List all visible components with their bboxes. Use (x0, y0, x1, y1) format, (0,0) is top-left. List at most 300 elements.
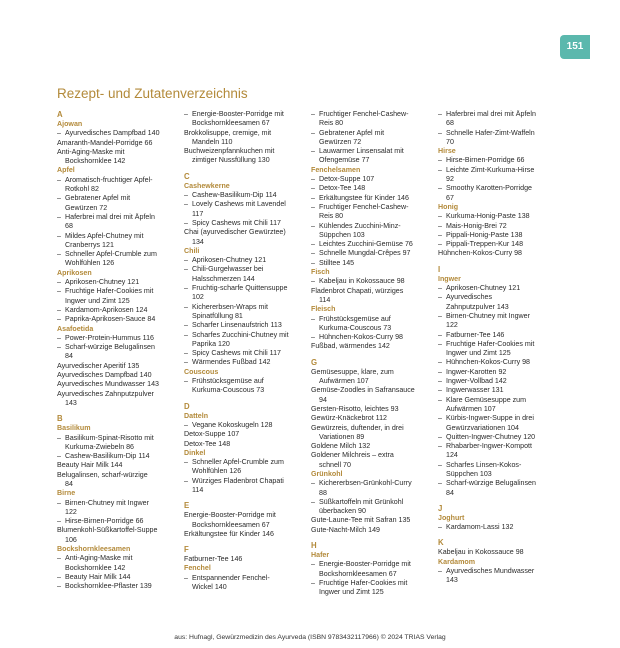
index-sub-entry (438, 340, 556, 359)
index-entry-line: Gemüse-Zoodles in Safransauce (311, 386, 415, 395)
index-entry (311, 386, 429, 405)
index-sub-entry (438, 368, 556, 377)
index-entry-line: Leichte Zimt-Kurkuma-Hirse (446, 165, 535, 174)
index-letter-heading: D (184, 401, 190, 411)
index-sub-entry (184, 477, 302, 496)
index-sub-entry (438, 240, 556, 249)
index-entry-line: Kabeljau in Kokossauce 98 (438, 548, 524, 557)
index-sub-entry (184, 321, 302, 330)
index-ingredient-heading: Ingwer (438, 274, 461, 283)
index-entry-line: Reis 80 (319, 119, 344, 128)
index-sub-entry (438, 331, 556, 340)
index-entry-line: Entspannender Fenchel- (192, 573, 270, 582)
index-sub-entry (438, 358, 556, 367)
index-sub-entry (438, 414, 556, 433)
index-sub-entry (438, 442, 556, 461)
index-entry-line: Süppchen 103 (319, 230, 365, 239)
index-entry-line: Blumenkohl-Süßkartoffel-Suppe (57, 526, 158, 535)
index-sub-entry (438, 396, 556, 415)
index-entry-line: Ayurvedisches Mundwasser (446, 567, 535, 576)
index-sub-entry (438, 222, 556, 231)
index-entry-line: Ingwer-Karotten 92 (446, 367, 507, 376)
index-entry-line: Smoothy Karotten-Porridge (446, 184, 532, 193)
index-entry-line: Gewürzreis, duftender, in drei (311, 423, 404, 432)
index-entry-line: Rhabarber-Ingwer-Kompott (446, 442, 532, 451)
index-sub-entry (57, 334, 175, 343)
index-sub-entry (57, 250, 175, 269)
index-entry-line: Aprikosen-Chutney 121 (192, 256, 267, 265)
index-sub-entry (438, 231, 556, 240)
index-entry-line: Stilltee 145 (319, 258, 355, 267)
index-sub-entry (57, 287, 175, 306)
index-entry-line: Spicy Cashews mit Chili 117 (192, 349, 281, 358)
index-sub-entry (311, 129, 429, 148)
index-sub-entry (311, 333, 429, 342)
index-ingredient-heading: Hafer (311, 551, 330, 560)
index-sub-entry (184, 219, 302, 228)
index-entry-line: Paprika 120 (192, 339, 230, 348)
index-entry-line: Ingwer und Zimt 125 (446, 349, 511, 358)
index-ingredient-heading: Honig (438, 202, 459, 211)
index-sub-entry (57, 232, 175, 251)
index-entry-line: 102 (192, 293, 204, 302)
index-sub-entry (311, 222, 429, 241)
index-entry (184, 530, 302, 539)
index-entry-line: Gewürzvariationen 104 (446, 423, 519, 432)
index-ingredient-heading: Asafoetida (57, 324, 94, 333)
index-ingredient-heading: Ajowan (57, 120, 83, 128)
index-column-3 (311, 110, 429, 598)
index-entry-line: Energie-Booster-Porridge mit (192, 110, 284, 118)
index-letter-heading: B (57, 414, 63, 424)
index-sub-entry (311, 184, 429, 193)
index-sub-entry (184, 377, 302, 396)
index-entry-line: Lauwarmer Linsensalat mit (319, 147, 404, 156)
index-title: Rezept- und Zutatenverzeichnis (57, 86, 248, 101)
index-entry-line: Gute-Laune-Tee mit Safran 135 (311, 516, 411, 525)
index-entry (184, 555, 302, 564)
index-ingredient-heading: Birne (57, 489, 76, 498)
index-entry-line: zimtiger Nussfüllung 130 (192, 156, 270, 165)
index-entry-line: Kabeljau in Kokossauce 98 (319, 277, 405, 286)
index-entry-line: Fußbad, wärmendes 142 (311, 342, 390, 351)
index-entry-line: Wohlfühlen 126 (192, 467, 242, 476)
index-sub-entry (311, 315, 429, 334)
index-entry-line: Fatburner-Tee 146 (184, 555, 243, 564)
index-sub-entry (184, 358, 302, 367)
index-entry-line: Gewürzen 72 (319, 137, 362, 146)
index-entry-line: Scharfes Linsen-Kokos- (446, 460, 522, 469)
index-letter-heading: K (438, 538, 444, 548)
index-sub-entry (184, 256, 302, 265)
index-ingredient-heading: Bockshornkleesamen (57, 545, 131, 554)
index-ingredient-heading: Grünkohl (311, 469, 343, 478)
index-letter-heading: J (438, 503, 443, 513)
index-entry-line: Kardamom-Aprikosen 124 (65, 305, 148, 314)
index-sub-entry (311, 110, 429, 129)
index-entry-line: 70 (446, 137, 454, 146)
index-ingredient-heading: Fisch (311, 268, 330, 277)
index-entry-line: Ingwerwasser 131 (446, 386, 504, 395)
index-entry-line: Hühnchen-Kokos-Curry 98 (438, 249, 522, 258)
index-entry-line: Energie-Booster-Porridge mit (184, 511, 276, 520)
index-sub-entry (184, 303, 302, 322)
index-entry-line: Süppchen 103 (446, 469, 492, 478)
index-entry-line: Detox-Suppe 107 (184, 430, 240, 439)
index-sub-entry (438, 433, 556, 442)
index-entry-line: Cranberrys 121 (65, 240, 114, 249)
index-entry (438, 249, 556, 258)
index-entry-line: Kurkuma-Honig-Paste 138 (446, 212, 530, 221)
index-entry-line: 88 (319, 488, 327, 497)
index-entry-line: schnell 70 (319, 460, 351, 469)
index-entry-line: 114 (192, 485, 204, 494)
index-entry-line: Variationen 89 (319, 432, 365, 441)
index-entry (57, 371, 175, 380)
index-entry-line: Lovely Cashews mit Lavendel (192, 200, 286, 209)
index-entry-line: Leichtes Zucchini-Gemüse 76 (319, 240, 413, 249)
index-sub-entry (311, 498, 429, 517)
index-sub-entry (57, 517, 175, 526)
index-entry-line: Fladenbrot Chapati, würziges (311, 286, 404, 295)
index-letter-heading: E (184, 501, 190, 511)
index-ingredient-heading: Kardamom (438, 557, 476, 566)
index-entry-line: Reis 80 (319, 212, 344, 221)
index-column-2 (184, 110, 302, 592)
index-sub-entry (311, 579, 429, 598)
index-sub-entry (184, 331, 302, 350)
index-entry-line: 67 (446, 193, 454, 202)
index-entry-line: Ayurvedisches (446, 293, 493, 302)
index-entry-line: Aufwärmen 107 (446, 404, 496, 413)
index-sub-entry (184, 349, 302, 358)
index-ingredient-heading: Fenchelsamen (311, 165, 361, 174)
index-entry-line: Pippali-Treppen-Kur 148 (446, 240, 524, 249)
index-entry-line: Bockshornklee-Pflaster 139 (65, 582, 152, 591)
index-entry-line: Kurkuma-Couscous 73 (319, 323, 392, 332)
index-entry-line: Goldene Milch 132 (311, 442, 371, 451)
index-sub-entry (184, 284, 302, 303)
index-sub-entry (57, 306, 175, 315)
index-entry-line: Gersten-Risotto, leichtes 93 (311, 404, 399, 413)
index-entry-line: Beauty Hair Milk 144 (65, 572, 131, 581)
index-entry-line: Kühlendes Zucchini-Minz- (319, 221, 401, 230)
index-letter-heading: G (311, 357, 318, 367)
index-entry-line: Detox-Tee 148 (184, 439, 231, 448)
index-entry-line: Goldener Milchreis – extra (311, 451, 394, 460)
index-sub-entry (311, 147, 429, 166)
index-ingredient-heading: Datteln (184, 411, 209, 420)
index-sub-entry (438, 156, 556, 165)
index-entry-line: Hühnchen-Kokos-Curry 98 (319, 333, 403, 342)
index-entry-line: Bockshornkleesamen 67 (192, 119, 270, 128)
index-entry-line: Energie-Booster-Porridge mit (319, 560, 411, 569)
index-sub-entry (438, 567, 556, 586)
index-sub-entry (184, 421, 302, 430)
index-entry (184, 147, 302, 166)
index-entry (57, 362, 175, 371)
index-entry-line: Anti-Aging-Maske mit (57, 147, 125, 156)
index-entry-line: Spicy Cashews mit Chili 117 (192, 218, 281, 227)
index-entry-line: Bockshornkleesamen 67 (319, 569, 397, 578)
index-sub-entry (438, 293, 556, 312)
index-entry-line: Zahnputzpulver 143 (446, 302, 509, 311)
index-sub-entry (57, 343, 175, 362)
index-entry-line: 114 (319, 295, 331, 304)
index-entry-line: Hühnchen-Kokos-Curry 98 (446, 358, 530, 367)
index-entry-line: Cashew-Basilikum-Dip 114 (65, 452, 150, 461)
index-sub-entry (57, 129, 175, 138)
index-entry-line: Kurkuma-Couscous 73 (192, 386, 265, 395)
index-entry-line: Bockshornkleesamen 67 (192, 520, 270, 529)
index-entry-line: 134 (192, 237, 204, 246)
index-entry-line: Fruchtig-scharfe Quittensuppe (192, 284, 288, 293)
index-entry-line: Basilikum-Spinat-Risotto mit (65, 433, 154, 442)
index-entry (311, 526, 429, 535)
index-sub-entry (438, 523, 556, 532)
index-entry-line: 106 (65, 535, 77, 544)
index-entry-line: Ofengemüse 77 (319, 156, 370, 165)
index-entry (184, 228, 302, 247)
index-sub-entry (438, 479, 556, 498)
index-column-1 (57, 110, 175, 592)
index-entry-line: Hirse-Birnen-Porridge 66 (446, 156, 525, 165)
index-entry-line: 143 (65, 398, 77, 407)
index-letter-heading: C (184, 171, 190, 181)
index-sub-entry (311, 175, 429, 184)
index-sub-entry (57, 499, 175, 518)
index-entry-line: Anti-Aging-Maske mit (65, 554, 133, 563)
index-sub-entry (311, 277, 429, 286)
index-entry (57, 380, 175, 389)
index-entry-line: Aromatisch-fruchtiger Apfel- (65, 175, 153, 184)
index-entry (311, 516, 429, 525)
index-sub-entry (57, 554, 175, 573)
index-entry-line: Ayurvedischer Aperitif 135 (57, 361, 140, 370)
index-entry-line: Beauty Hair Milk 144 (57, 461, 123, 470)
index-entry-line: Chai (ayurvedischer Gewürztee) (184, 228, 286, 237)
index-entry-line: Aprikosen-Chutney 121 (65, 278, 140, 287)
index-entry-line: Fruchtige Hafer-Cookies mit (319, 578, 408, 587)
index-entry-line: Aprikosen-Chutney 121 (446, 284, 521, 293)
index-entry (184, 430, 302, 439)
index-entry-line: 124 (446, 451, 458, 460)
index-ingredient-heading: Couscous (184, 367, 219, 376)
index-entry-line: Kichererbsen-Wraps mit (192, 302, 268, 311)
index-entry-line: Wärmendes Fußbad 142 (192, 358, 271, 367)
index-ingredient-heading: Cashewkerne (184, 181, 230, 190)
index-entry-line: Kurkuma-Zwiebeln 86 (65, 442, 134, 451)
index-sub-entry (184, 265, 302, 284)
index-entry-line: Gewürzen 72 (65, 203, 108, 212)
index-entry-line: Buchweizenpfannkuchen mit (184, 147, 275, 156)
index-entry-line: Bockshornklee 142 (65, 157, 126, 166)
index-letter-heading: I (438, 264, 441, 274)
index-sub-entry (438, 377, 556, 386)
index-sub-entry (57, 278, 175, 287)
index-entry-line: 122 (65, 507, 77, 516)
index-ingredient-heading: Dinkel (184, 448, 206, 457)
index-entry-line: Detox-Suppe 107 (319, 175, 375, 184)
index-entry-line: Belugalinsen, scharf-würzige (57, 470, 148, 479)
index-sub-entry (57, 434, 175, 453)
index-entry (57, 139, 175, 148)
index-sub-entry (184, 110, 302, 129)
index-entry-line: Mandeln 110 (192, 137, 233, 146)
index-sub-entry (57, 194, 175, 213)
index-letter-heading: A (57, 110, 63, 119)
index-sub-entry (184, 191, 302, 200)
index-entry-line: 143 (446, 576, 458, 585)
index-entry-line: Scharfes Zucchini-Chutney mit (192, 330, 289, 339)
index-entry (184, 511, 302, 530)
index-sub-entry (57, 573, 175, 582)
index-sub-entry (311, 259, 429, 268)
source-footer: aus: Hufnagl, Gewürzmedizin des Ayurveda (ISBN 9783432117966) © 2024 TRIAS Verlag (174, 634, 446, 641)
index-entry-line: 94 (319, 395, 327, 404)
index-entry-line: Klare Gemüsesuppe zum (446, 395, 527, 404)
index-entry-line: Wohlfühlen 126 (65, 259, 115, 268)
index-sub-entry (184, 200, 302, 219)
index-sub-entry (438, 110, 556, 129)
index-entry-line: Spinatfüllung 81 (192, 311, 243, 320)
index-ingredient-heading: Aprikosen (57, 268, 92, 277)
index-entry-line: Süßkartoffeln mit Grünkohl (319, 497, 404, 506)
index-entry-line: Fruchtige Hafer-Cookies mit (65, 287, 154, 296)
index-entry-line: 68 (446, 119, 454, 128)
index-entry-line: Ayurvedisches Mundwasser 143 (57, 380, 159, 389)
index-entry-line: Frühstücksgemüse auf (319, 314, 391, 323)
index-entry (311, 287, 429, 306)
index-ingredient-heading: Chili (184, 246, 200, 255)
index-sub-entry (438, 166, 556, 185)
index-sub-entry (311, 479, 429, 498)
index-entry (311, 442, 429, 451)
index-entry-line: Haferbrei mal drei mit Äpfeln (65, 212, 155, 221)
index-entry-line: Scharf-würzige Belugalinsen (446, 479, 536, 488)
index-entry-line: Ingwer-Vollbad 142 (446, 377, 507, 386)
index-sub-entry (311, 194, 429, 203)
index-entry-line: Schnelle Hafer-Zimt-Waffeln (446, 128, 535, 137)
index-entry-line: 92 (446, 175, 454, 184)
index-entry-line: Kürbis-Ingwer-Suppe in drei (446, 414, 534, 423)
index-sub-entry (311, 240, 429, 249)
index-entry-line: Vegane Kokoskugeln 128 (192, 420, 273, 429)
index-sub-entry (57, 582, 175, 591)
index-entry-line: Fruchtige Hafer-Cookies mit (446, 339, 535, 348)
index-letter-heading: H (311, 541, 317, 551)
index-entry (311, 414, 429, 423)
index-entry-line: überbacken 90 (319, 507, 366, 516)
index-sub-entry (438, 212, 556, 221)
index-sub-entry (311, 249, 429, 258)
index-ingredient-heading: Hirse (438, 147, 456, 156)
index-sub-entry (311, 560, 429, 579)
index-entry (311, 451, 429, 470)
index-entry-line: Erkältungstee für Kinder 146 (319, 193, 409, 202)
index-sub-entry (438, 184, 556, 203)
index-entry-line: Gute-Nacht-Milch 149 (311, 525, 380, 534)
index-ingredient-heading: Joghurt (438, 513, 465, 522)
index-letter-heading: F (184, 545, 189, 555)
index-entry-line: Pippali-Honig-Paste 138 (446, 230, 523, 239)
index-entry-line: Schneller Apfel-Crumble zum (192, 458, 284, 467)
index-entry-line: Gebratener Apfel mit (65, 194, 131, 203)
index-sub-entry (438, 129, 556, 148)
index-entry-line: Paprika-Aprikosen-Sauce 84 (65, 315, 156, 324)
index-entry-line: Halsschmerzen 144 (192, 274, 255, 283)
index-entry-line: Fruchtiger Fenchel-Cashew- (319, 202, 409, 211)
index-sub-entry (438, 312, 556, 331)
page-number: 151 (560, 35, 590, 59)
index-entry-line: Würziges Fladenbrot Chapati (192, 476, 284, 485)
index-sub-entry (57, 213, 175, 232)
index-entry-line: Birnen-Chutney mit Ingwer (446, 311, 530, 320)
index-entry (311, 368, 429, 387)
index-entry-line: Wickel 140 (192, 583, 227, 592)
index-entry-line: Ayurvedisches Zahnputzpulver (57, 389, 154, 398)
index-entry-line: Rotkohl 82 (65, 185, 99, 194)
index-sub-entry (57, 452, 175, 461)
index-entry-line: Power-Protein-Hummus 116 (65, 333, 154, 342)
index-entry-line: Erkältungstee für Kinder 146 (184, 529, 274, 538)
index-entry-line: 68 (65, 222, 73, 231)
index-entry-line: Kardamom-Lassi 132 (446, 523, 514, 532)
index-entry-line: 84 (446, 488, 454, 497)
index-entry-line: 84 (65, 352, 73, 361)
index-entry-line: Fatburner-Tee 146 (446, 330, 505, 339)
index-entry-line: Detox-Tee 148 (319, 184, 366, 193)
index-entry (184, 129, 302, 148)
index-ingredient-heading: Fenchel (184, 564, 211, 573)
index-entry-line: Gebratener Apfel mit (319, 128, 385, 137)
index-entry-line: Ingwer und Zimt 125 (319, 588, 384, 597)
index-entry-line: Bockshornklee 142 (65, 563, 126, 572)
index-entry-line: Haferbrei mal drei mit Äpfeln (446, 110, 536, 118)
index-entry-line: Scharf-würzige Belugalinsen (65, 343, 155, 352)
index-entry (184, 440, 302, 449)
index-entry-line: Chili-Gurgelwasser bei (192, 265, 264, 274)
index-entry-line: Fruchtiger Fenchel-Cashew- (319, 110, 409, 118)
index-entry-line: Ingwer und Zimt 125 (65, 296, 130, 305)
index-entry-line: Schneller Apfel-Crumble zum (65, 250, 157, 259)
index-entry-line: Mildes Apfel-Chutney mit (65, 231, 144, 240)
index-entry (311, 405, 429, 414)
index-entry (57, 148, 175, 167)
index-entry-line: 122 (446, 321, 458, 330)
index-entry (57, 461, 175, 470)
index-sub-entry (184, 458, 302, 477)
index-entry-line: Ayurvedisches Dampfbad 140 (57, 371, 152, 380)
index-sub-entry (438, 386, 556, 395)
index-entry-line: Scharfer Linsenaufstrich 113 (192, 321, 282, 330)
index-entry (311, 424, 429, 443)
index-ingredient-heading: Basilikum (57, 424, 91, 433)
index-sub-entry (438, 284, 556, 293)
index-entry-line: Gewürz-Knäckebrot 112 (311, 414, 387, 423)
index-entry-line: 117 (192, 209, 204, 218)
index-entry-line: Aufwärmen 107 (319, 377, 369, 386)
index-entry-line: Frühstücksgemüse auf (192, 377, 264, 386)
index-entry-line: Ayurvedisches Dampfbad 140 (65, 129, 160, 138)
index-entry (57, 471, 175, 490)
index-entry-line: Schnelle Mungdal-Crêpes 97 (319, 249, 411, 258)
index-entry-line: Birnen-Chutney mit Ingwer (65, 498, 149, 507)
index-entry-line: Gemüsesuppe, klare, zum (311, 367, 394, 376)
index-entry (311, 342, 429, 351)
index-ingredient-heading: Apfel (57, 166, 75, 175)
index-entry (57, 390, 175, 409)
